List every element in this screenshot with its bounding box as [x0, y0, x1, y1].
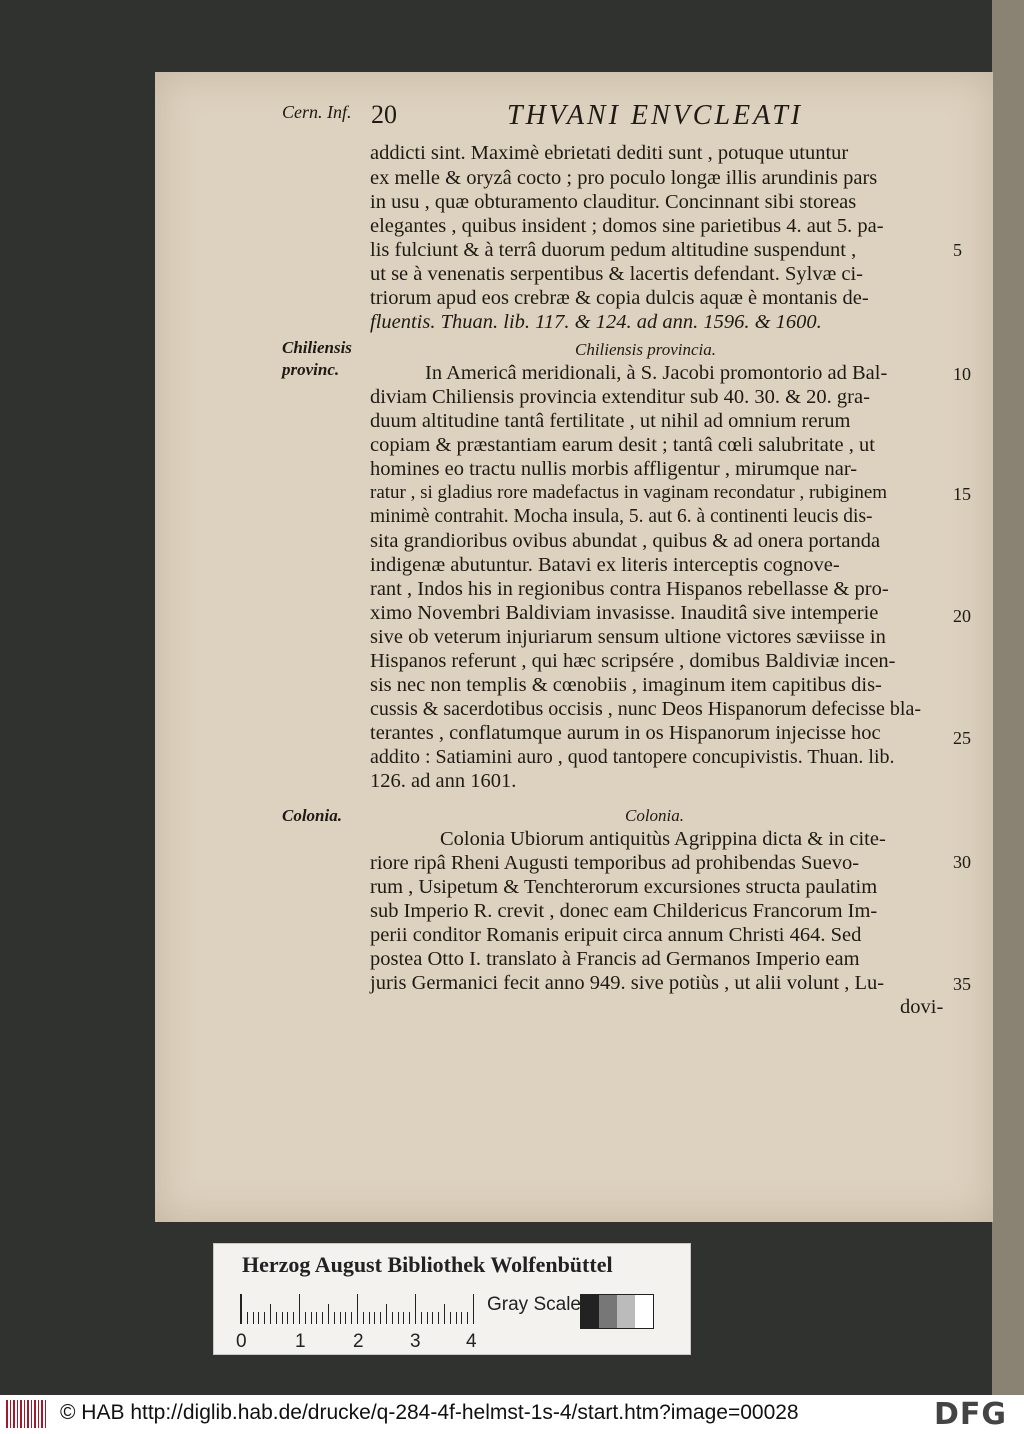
text-line: fluentis. Thuan. lib. 117. & 124. ad ann. 1596. & 1600.	[370, 311, 822, 333]
ruler-tick	[311, 1312, 312, 1324]
page-number: 20	[371, 100, 397, 129]
ruler-tick	[386, 1304, 387, 1324]
scale-number: 2	[353, 1331, 364, 1352]
text-line: cussis & sacerdotibus occisis , nunc Deos Hispanorum defecisse bla-	[370, 698, 921, 720]
text-line: ximo Novembri Baldiviam invasisse. Inauditâ sive intemperie	[370, 602, 879, 624]
text-line: sita grandioribus ovibus abundat , quibus & ad onera portanda	[370, 530, 881, 552]
margin-note: Chiliensis	[282, 338, 352, 357]
line-number: 30	[953, 852, 971, 872]
text-line: terantes , conflatumque aurum in os Hispanorum injecisse hoc	[370, 722, 881, 744]
section-heading: Colonia.	[625, 806, 685, 825]
text-line: riore ripâ Rheni Augusti temporibus ad prohibendas Suevo-	[370, 852, 860, 874]
ruler-tick	[403, 1312, 404, 1324]
facing-page-edge	[992, 0, 1024, 1395]
text-line: Colonia Ubiorum antiquitùs Agrippina dicta & in cite-	[440, 828, 886, 850]
catchword: dovi-	[900, 996, 944, 1018]
color-calibration-card	[213, 1243, 691, 1355]
text-line: sub Imperio R. crevit , donec eam Childericus Francorum Im-	[370, 900, 878, 922]
ruler-tick	[241, 1294, 242, 1324]
text-line: rum , Usipetum & Tenchterorum excursiones structa paulatim	[370, 876, 878, 898]
text-line: In Americâ meridionali, à S. Jacobi promontorio ad Bal-	[425, 362, 888, 384]
scale-number: 3	[410, 1331, 421, 1352]
text-line: homines eo tractu nullis morbis affligentur , mirumque nar-	[370, 458, 858, 480]
ruler-tick	[473, 1294, 474, 1324]
text-line: juris Germanici fecit anno 949. sive potiùs , ut alii volunt , Lu-	[370, 972, 885, 994]
line-number: 35	[953, 974, 971, 994]
text-line: postea Otto I. translato à Francis ad Germanos Imperio eam	[370, 948, 860, 970]
header-left-note: Cern. Inf.	[282, 102, 352, 122]
line-number: 5	[953, 240, 962, 260]
text-line: addicti sint. Maximè ebrietati dediti sunt , potuque utuntur	[370, 142, 849, 164]
ruler-tick	[450, 1312, 451, 1324]
line-number: 20	[953, 606, 971, 626]
ruler-tick	[392, 1312, 393, 1324]
ruler-tick	[282, 1312, 283, 1324]
ruler-tick	[258, 1312, 259, 1324]
scale-ruler	[240, 1294, 481, 1324]
ruler-tick	[438, 1312, 439, 1324]
book-page	[155, 72, 993, 1222]
ruler-tick	[334, 1312, 335, 1324]
ruler-tick	[461, 1312, 462, 1324]
dfg-logo: DFG	[934, 1397, 1008, 1432]
ruler-tick	[363, 1312, 364, 1324]
footer-bar	[0, 1395, 1024, 1434]
ruler-tick	[415, 1294, 416, 1324]
text-line: addito : Satiamini auro , quod tantopere concupivistis. Thuan. lib.	[370, 746, 895, 768]
text-line: sis nec non templis & cœnobiis , imaginum item capitibus dis-	[370, 674, 882, 696]
gray-scale-label: Gray Scale	[487, 1294, 581, 1315]
section-heading: Chiliensis provincia.	[575, 340, 717, 359]
text-line: in usu , quæ obturamento clauditur. Concinnant sibi storeas	[370, 191, 857, 213]
ruler-tick	[351, 1312, 352, 1324]
ruler-tick	[374, 1312, 375, 1324]
gray-scale-swatch	[580, 1294, 654, 1329]
text-line: indigenæ abutuntur. Batavi ex literis interceptis cognove-	[370, 554, 840, 576]
ruler-tick	[264, 1312, 265, 1324]
text-line: diviam Chiliensis provincia extenditur sub 40. 30. & 20. gra-	[370, 386, 870, 408]
text-line: minimè contrahit. Mocha insula, 5. aut 6. à continenti leucis dis-	[370, 506, 873, 527]
ruler-tick	[287, 1312, 288, 1324]
library-name: Herzog August Bibliothek Wolfenbüttel	[242, 1252, 613, 1277]
ruler-tick	[456, 1312, 457, 1324]
text-line: lis fulciunt & à terrâ duorum pedum altitudine suspendunt ,	[370, 239, 857, 261]
text-line: rant , Indos his in regionibus contra Hispanos rebellasse & pro-	[370, 578, 889, 600]
text-line: perii conditor Romanis eripuit circa annum Christi 464. Sed	[370, 924, 862, 946]
text-line: 126. ad ann 1601.	[370, 770, 517, 792]
text-line: copiam & præstantiam earum desit ; tantâ cœli salubritate , ut	[370, 434, 875, 456]
ruler-tick	[322, 1312, 323, 1324]
ruler-tick	[421, 1312, 422, 1324]
text-line: ut se à venenatis serpentibus & lacertis defendant. Sylvæ ci-	[370, 263, 864, 285]
ruler-tick	[369, 1312, 370, 1324]
line-number: 25	[953, 728, 971, 748]
line-number: 15	[953, 484, 971, 504]
text-line: duum altitudine tantâ fertilitate , ut nihil ad omnium rerum	[370, 410, 851, 432]
ruler-tick	[293, 1312, 294, 1324]
hab-barcode-icon	[6, 1400, 48, 1428]
text-line: elegantes , quibus insident ; domos sine parietibus 4. aut 5. pa-	[370, 215, 884, 237]
ruler-tick	[432, 1312, 433, 1324]
ruler-tick	[276, 1312, 277, 1324]
ruler-tick	[340, 1312, 341, 1324]
scale-number: 0	[236, 1331, 247, 1352]
ruler-tick	[357, 1294, 358, 1324]
text-line: ratur , si gladius rore madefactus in vaginam recondatur , rubiginem	[370, 482, 888, 503]
ruler-tick	[270, 1304, 271, 1324]
ruler-tick	[398, 1312, 399, 1324]
margin-note: provinc.	[282, 360, 340, 379]
ruler-tick	[316, 1312, 317, 1324]
ruler-tick	[345, 1312, 346, 1324]
text-line: triorum apud eos crebræ & copia dulcis aquæ è montanis de-	[370, 287, 869, 309]
scale-number: 4	[466, 1331, 477, 1352]
margin-note: Colonia.	[282, 806, 342, 825]
ruler-tick	[247, 1312, 248, 1324]
ruler-tick	[427, 1312, 428, 1324]
text-line: sive ob veterum injuriarum sensum ultione victores sæviisse in	[370, 626, 886, 648]
ruler-tick	[253, 1312, 254, 1324]
ruler-tick	[380, 1312, 381, 1324]
running-title: THVANI ENVCLEATI	[507, 100, 804, 131]
copyright-url[interactable]: © HAB http://diglib.hab.de/drucke/q-284-4f-helmst-1s-4/start.htm?image=00028	[60, 1401, 799, 1424]
ruler-tick	[444, 1304, 445, 1324]
ruler-tick	[299, 1294, 300, 1324]
ruler-tick	[409, 1312, 410, 1324]
ruler-tick	[328, 1304, 329, 1324]
ruler-tick	[305, 1312, 306, 1324]
ruler-tick	[467, 1312, 468, 1324]
text-line: ex melle & oryzâ cocto ; pro poculo longæ illis arundinis pars	[370, 167, 878, 189]
line-number: 10	[953, 364, 971, 384]
scale-number: 1	[295, 1331, 306, 1352]
text-line: Hispanos referunt , qui hæc scripsére , domibus Baldiviæ incen-	[370, 650, 896, 672]
